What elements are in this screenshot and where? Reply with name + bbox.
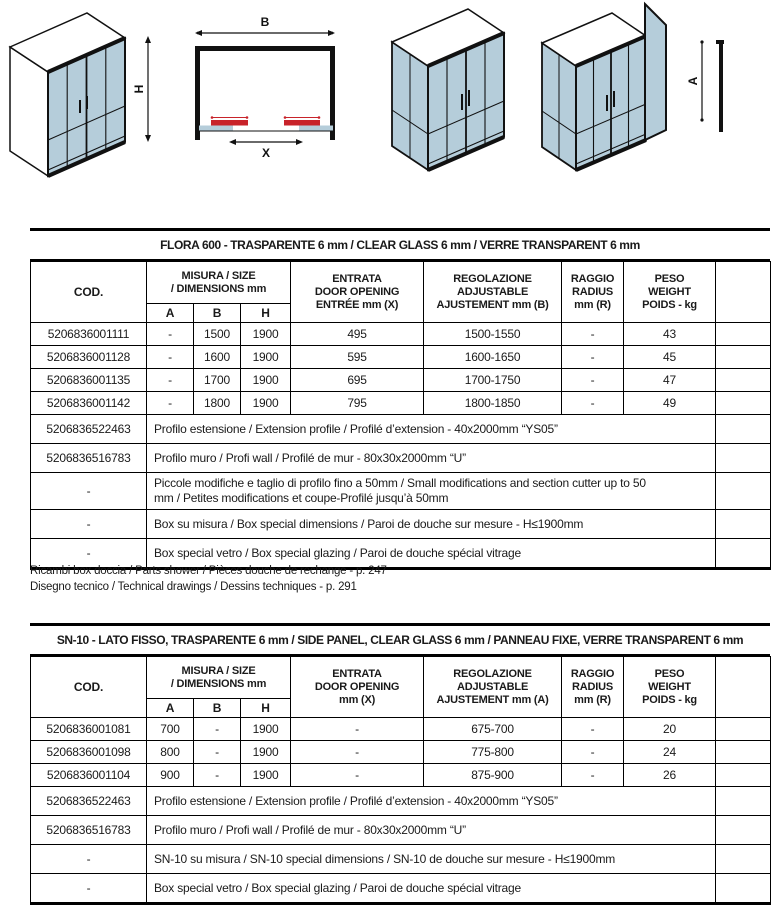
opening-line1: ENTRATA — [332, 667, 382, 680]
weight-line3: POIDS - kg — [642, 693, 697, 706]
cell-adj: 1700-1750 — [424, 369, 562, 392]
cell-adj: 775-800 — [424, 741, 562, 764]
cell-adj: 875-900 — [424, 764, 562, 787]
table-row — [31, 845, 771, 874]
col-header-weight — [624, 657, 716, 718]
slide-arrow-dot — [284, 116, 287, 119]
clipped-drawing-edge — [716, 40, 724, 132]
cell-cod: 5206836001111 — [31, 323, 147, 346]
adjustable-line1: REGOLAZIONE — [453, 667, 532, 680]
adjustable-line3: AJUSTEMENT mm (B) — [436, 298, 549, 311]
header-row — [31, 657, 771, 699]
cell-x: 795 — [291, 392, 424, 415]
table-row — [31, 741, 771, 764]
opening-line1: ENTRATA — [332, 272, 382, 285]
table-row — [31, 346, 771, 369]
dimension-dot — [197, 32, 200, 35]
cell-h: 1900 — [241, 323, 291, 346]
cell-h: 1900 — [241, 718, 291, 741]
clipped-cell — [716, 845, 771, 874]
table-row — [31, 323, 771, 346]
cell-x: 495 — [291, 323, 424, 346]
radius-line2: RADIUS — [572, 285, 614, 298]
clipped-cell — [716, 787, 771, 816]
wall-top — [195, 46, 335, 51]
cell-x: - — [291, 764, 424, 787]
cell-adj: 675-700 — [424, 718, 562, 741]
table-row — [31, 369, 771, 392]
radius-line3: mm (R) — [574, 693, 611, 706]
cell-description: Profilo estensione / Extension profile / Profilé d’extension - 40x2000mm “YS05” — [147, 787, 716, 816]
cell-description: Box special vetro / Box special glazing / Paroi de douche spécial vitrage — [147, 539, 716, 569]
table-row — [31, 444, 771, 473]
cell-cod: - — [31, 845, 147, 874]
size-line1: MISURA / SIZE — [181, 664, 256, 677]
cell-cod: - — [31, 874, 147, 904]
cell-r: - — [562, 323, 624, 346]
cell-description: Box su misura / Box special dimensions / Paroi de douche sur mesure - H≤1900mm — [147, 510, 716, 539]
cell-cod: - — [31, 473, 147, 510]
cell-description: Box special vetro / Box special glazing / Paroi de douche spécial vitrage — [147, 874, 716, 904]
glass-side-panel-right — [645, 4, 666, 140]
clipped-column-header — [716, 657, 771, 718]
cell-kg: 43 — [624, 323, 716, 346]
clipped-cell — [716, 510, 771, 539]
clipped-cell — [716, 323, 771, 346]
table-row — [31, 764, 771, 787]
cell-cod: 5206836522463 — [31, 787, 147, 816]
dimension-h — [132, 36, 151, 142]
adjustable-line3: AJUSTEMENT mm (A) — [436, 693, 549, 706]
clipped-cell — [716, 415, 771, 444]
cell-cod: 5206836001098 — [31, 741, 147, 764]
dimension-label-h: H — [132, 84, 147, 94]
table-row — [31, 874, 771, 904]
cell-cod: 5206836001104 — [31, 764, 147, 787]
clipped-cell — [716, 539, 771, 569]
clipped-cell — [716, 392, 771, 415]
clipped-cell — [716, 718, 771, 741]
opening-line2: DOOR OPENING — [314, 285, 400, 298]
radius-line1: RAGGIO — [570, 272, 615, 285]
sn-10-table — [30, 623, 770, 905]
col-header-opening — [291, 657, 424, 718]
note-drawings: Disegno tecnico / Technical drawings / Dessins techniques - p. 291 — [30, 581, 357, 593]
arrowhead-down-icon — [145, 135, 151, 142]
radius-line2: RADIUS — [572, 680, 614, 693]
arrowhead-up-icon — [145, 36, 151, 43]
iso-drawing-door-side-left — [392, 9, 504, 170]
cell-kg: 20 — [624, 718, 716, 741]
sliding-door-left — [211, 120, 248, 126]
cell-x: 595 — [291, 346, 424, 369]
iso-drawing-door — [10, 13, 125, 176]
table-title: FLORA 600 - TRASPARENTE 6 mm / CLEAR GLASS 6 mm / VERRE TRANSPARENT 6 mm — [30, 228, 770, 261]
cell-h: 1900 — [241, 369, 291, 392]
cell-b: - — [194, 718, 241, 741]
opening-line3: ENTRÉE mm (X) — [315, 298, 399, 311]
cell-a: - — [147, 346, 194, 369]
cell-cod: 5206836516783 — [31, 444, 147, 473]
cell-h: 1900 — [241, 392, 291, 415]
header-row — [31, 262, 771, 304]
dimension-a — [686, 40, 703, 121]
cell-b: 1700 — [194, 369, 241, 392]
table-row — [31, 816, 771, 845]
table-row — [31, 415, 771, 444]
col-header-b: B — [194, 699, 241, 718]
cell-r: - — [562, 741, 624, 764]
cell-h: 1900 — [241, 764, 291, 787]
top-view-drawing — [195, 15, 335, 160]
col-header-h: H — [241, 304, 291, 323]
table-row — [31, 787, 771, 816]
cell-description: Piccole modifiche e taglio di profilo fino a 50mm / Small modifications and section cutter up to 50 mm / Petites modifications et coupe-Profilé jusqu’à 50mm — [147, 473, 716, 510]
col-header-weight — [624, 262, 716, 323]
cell-a: 700 — [147, 718, 194, 741]
clipped-column-header — [716, 262, 771, 323]
cell-cod: - — [31, 510, 147, 539]
adjustable-line2: ADJUSTABLE — [456, 285, 529, 298]
sliding-door-right — [284, 120, 320, 126]
dimension-label-b: B — [260, 15, 270, 29]
weight-line3: POIDS - kg — [642, 298, 697, 311]
cell-description: SN-10 su misura / SN-10 special dimensions / SN-10 de douche sur mesure - H≤1900mm — [147, 845, 716, 874]
col-header-size — [147, 657, 291, 699]
slide-arrow-dot — [246, 116, 249, 119]
col-header-a: A — [147, 699, 194, 718]
cell-kg: 45 — [624, 346, 716, 369]
table-row — [31, 473, 771, 510]
col-header-cod: COD. — [31, 657, 147, 718]
col-header-cod: COD. — [31, 262, 147, 323]
note-parts: Ricambi box doccia / Parts shower / Pièces douche de rechange - p. 247 — [30, 565, 387, 577]
cell-x: - — [291, 718, 424, 741]
cell-kg: 49 — [624, 392, 716, 415]
cell-adj: 1800-1850 — [424, 392, 562, 415]
cell-x: - — [291, 741, 424, 764]
weight-line1: PESO — [654, 667, 685, 680]
col-header-radius — [562, 262, 624, 323]
clipped-cell — [716, 764, 771, 787]
cell-a: - — [147, 369, 194, 392]
clipped-cell — [716, 741, 771, 764]
cell-description: Profilo muro / Profi wall / Profilé de mur - 80x30x2000mm “U” — [147, 444, 716, 473]
clipped-cell — [716, 444, 771, 473]
cell-b: - — [194, 764, 241, 787]
clipped-cell — [716, 816, 771, 845]
table-row — [31, 718, 771, 741]
clipped-cell — [716, 473, 771, 510]
cell-a: - — [147, 392, 194, 415]
cell-cod: 5206836001081 — [31, 718, 147, 741]
col-header-opening — [291, 262, 424, 323]
col-header-adjustable — [424, 657, 562, 718]
cell-adj: 1500-1550 — [424, 323, 562, 346]
dimension-dot — [331, 32, 334, 35]
clipped-cell — [716, 369, 771, 392]
cell-cod: 5206836001128 — [31, 346, 147, 369]
technical-drawings — [0, 0, 724, 224]
opening-line2: DOOR OPENING — [314, 680, 400, 693]
table-row — [31, 392, 771, 415]
size-line2: / DIMENSIONS mm — [170, 677, 267, 690]
cell-h: 1900 — [241, 741, 291, 764]
wall-edge — [719, 42, 723, 132]
flora-600-table — [30, 228, 770, 570]
cell-r: - — [562, 346, 624, 369]
size-line1: MISURA / SIZE — [181, 269, 256, 282]
cell-r: - — [562, 764, 624, 787]
dimension-label-a: A — [686, 76, 701, 86]
opening-line3: mm (X) — [338, 693, 376, 706]
cell-cod: 5206836001142 — [31, 392, 147, 415]
cell-kg: 24 — [624, 741, 716, 764]
slide-arrow-dot — [211, 116, 214, 119]
col-header-h: H — [241, 699, 291, 718]
cell-kg: 47 — [624, 369, 716, 392]
arrowhead-right-icon — [296, 139, 303, 145]
cell-a: - — [147, 323, 194, 346]
cell-b: 1800 — [194, 392, 241, 415]
clipped-cell — [716, 874, 771, 904]
cell-cod: - — [31, 539, 147, 569]
cell-adj: 1600-1650 — [424, 346, 562, 369]
dimension-dot — [700, 118, 703, 121]
arrowhead-left-icon — [229, 139, 236, 145]
reference-notes — [30, 563, 387, 595]
dimension-label-x: X — [261, 146, 271, 160]
cell-h: 1900 — [241, 346, 291, 369]
adjustable-line2: ADJUSTABLE — [456, 680, 529, 693]
col-header-a: A — [147, 304, 194, 323]
weight-line1: PESO — [654, 272, 685, 285]
glass-fixed-left — [199, 126, 233, 131]
col-header-adjustable — [424, 262, 562, 323]
col-header-b: B — [194, 304, 241, 323]
radius-line1: RAGGIO — [570, 667, 615, 680]
clipped-cell — [716, 346, 771, 369]
glass-fixed-right — [299, 126, 333, 131]
cell-kg: 26 — [624, 764, 716, 787]
size-line2: / DIMENSIONS mm — [170, 282, 267, 295]
cell-cod: 5206836001135 — [31, 369, 147, 392]
cell-a: 800 — [147, 741, 194, 764]
radius-line3: mm (R) — [574, 298, 611, 311]
col-header-radius — [562, 657, 624, 718]
iso-drawing-door-side-right — [542, 4, 666, 170]
cell-r: - — [562, 369, 624, 392]
col-header-size — [147, 262, 291, 304]
dimension-dot — [700, 40, 703, 43]
weight-line2: WEIGHT — [648, 285, 691, 298]
cell-r: - — [562, 718, 624, 741]
cell-r: - — [562, 392, 624, 415]
table-row — [31, 510, 771, 539]
cell-description: Profilo estensione / Extension profile / Profilé d’extension - 40x2000mm “YS05” — [147, 415, 716, 444]
cell-b: 1600 — [194, 346, 241, 369]
table-title: SN-10 - LATO FISSO, TRASPARENTE 6 mm / SIDE PANEL, CLEAR GLASS 6 mm / PANNEAU FIXE, VERRE TRANSPARENT 6 mm — [30, 623, 770, 656]
cell-description: Profilo muro / Profi wall / Profilé de mur - 80x30x2000mm “U” — [147, 816, 716, 845]
adjustable-line1: REGOLAZIONE — [453, 272, 532, 285]
cell-a: 900 — [147, 764, 194, 787]
cell-b: - — [194, 741, 241, 764]
cell-cod: 5206836522463 — [31, 415, 147, 444]
cell-cod: 5206836516783 — [31, 816, 147, 845]
weight-line2: WEIGHT — [648, 680, 691, 693]
cell-b: 1500 — [194, 323, 241, 346]
slide-arrow-dot — [318, 116, 321, 119]
cell-x: 695 — [291, 369, 424, 392]
